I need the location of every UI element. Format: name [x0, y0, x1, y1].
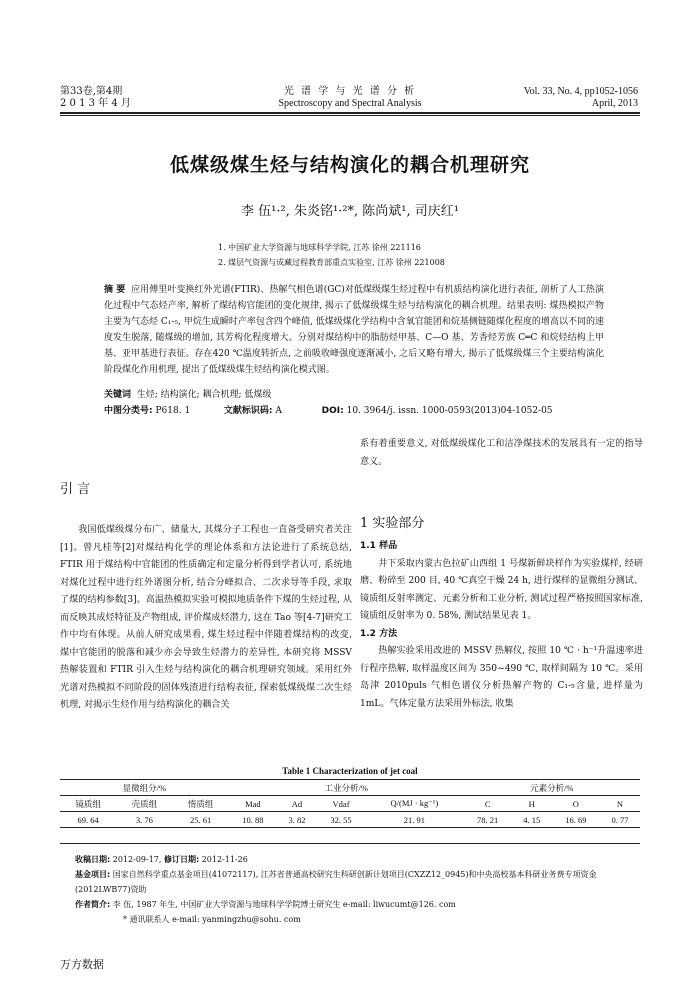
table-cell: 3. 82 [277, 812, 317, 828]
col-header: C [464, 796, 512, 812]
volume-issue-cn: 第33卷,第4期 [60, 86, 123, 97]
journal-title-en: Spectroscopy and Spectral Analysis [278, 98, 422, 109]
keywords [104, 388, 604, 403]
section-1-2-text: 热解实验采用改进的 MSSV 热解仪, 按照 10 ℃ · h⁻¹升温速率进行程序热解, 取样温度区间为 350~490 ℃, 取样间隔为 10 ℃。采用岛津 2010puls 气相色谱仪分析热解产物的 C₁-₅含量, 进样量为1mL。气体定量方法采用外标法, 收集 [360, 646, 643, 709]
col-header: H [512, 796, 552, 812]
intro-heading: 引 言 [60, 482, 91, 497]
table-cell: 69. 64 [60, 812, 116, 828]
keywords-label: 关键词 [104, 390, 132, 400]
table-column-header-row [60, 796, 640, 812]
journal-issue-en [524, 86, 638, 110]
group-header-proximate: 工业分析/% [229, 780, 464, 796]
journal-title-cn: 光 谱 学 与 光 谱 分 析 [283, 86, 417, 97]
table-cell: 25. 61 [173, 812, 229, 828]
received-dates: 收稿日期: 2012-09-17, 修订日期: 2012-11-26 [75, 855, 248, 864]
clc-label: 中图分类号: [104, 406, 153, 416]
volume-pages-en: Vol. 33, No. 4, pp1052-1056 [523, 86, 638, 97]
intro-paragraph: 我国低煤级煤分布广、储量大, 其煤分子工程也一直备受研究者关注[1]。曾凡桂等[2]对煤结构化学的理论体系和方法论进行了系统总结, FTIR 用于煤结构中官能团的性质确定和定量分析得到学者认可, 系统地对煤化过程中进行红外谱图分析, 结合分峰拟合、二次求导等手段, 求取了煤的结构参数[3]。高温热模拟实验可模拟地质条件下煤的生烃过程, 从而反映其成烃特征及产物组成, 评价煤成烃潜力, 这在 Tao 等[4-7]研究工作中均有体现。从前人研究成果看, 煤生烃过程中伴随着煤结构的改变, 煤中官能团的脱落和减少亦会导致生烃潜力的差异性, 本研究将 MSSV 热解装置和 FTIR 引入生烃与结构演化的耦合机理研究领域。采用红外光谱对热模拟不同阶段的固体残渣进行结构表征, 探索低煤级煤二次生烃机理, 对揭示生烃作用与结构演化的耦合关 [60, 525, 352, 710]
col-header: Vdaf [317, 796, 365, 812]
table-group-header-row [60, 780, 640, 796]
col-header: Ad [277, 796, 317, 812]
col-header: Mad [229, 796, 277, 812]
intro-continuation: 系有着重要意义, 对低煤级煤化工和洁净煤技术的发展具有一定的指导意义。 [360, 439, 643, 467]
table-cell: 0. 77 [600, 812, 640, 828]
col-header: 惰质组 [173, 796, 229, 812]
clc-value: P618. 1 [155, 406, 191, 416]
date-en: April, 2013 [591, 98, 638, 109]
keywords-text: 生烃; 结构演化; 耦合机理; 低煤级 [136, 390, 272, 400]
doc-code-value: A [275, 406, 282, 416]
date-cn: 2 0 1 3 年 4 月 [60, 98, 131, 109]
coal-characterization-table [60, 779, 640, 828]
table-cell: 16. 69 [552, 812, 600, 828]
table-cell: 21. 91 [365, 812, 463, 828]
paper-title: 低煤级煤生烃与结构演化的耦合机理研究 [169, 154, 530, 176]
footnote-rule [60, 843, 640, 844]
table-cell: 78. 21 [464, 812, 512, 828]
author-list: 李 伍¹·², 朱炎铭¹·²*, 陈尚斌¹, 司庆红¹ [241, 204, 459, 219]
group-header-ultimate: 元素分析/% [464, 780, 640, 796]
header-rule [60, 112, 640, 114]
section-1-heading: 1 实验部分 [360, 516, 425, 531]
doi-label: DOI: [321, 406, 344, 416]
col-header: N [600, 796, 640, 812]
section-1-1-heading: 1.1 样品 [360, 541, 398, 551]
group-header-maceral: 显微组分/% [60, 780, 229, 796]
table-cell: 32. 55 [317, 812, 365, 828]
affiliations [218, 240, 445, 270]
doi-value: 10. 3964/j. issn. 1000-0593(2013)04-1052-05 [346, 406, 553, 416]
affiliation-1: 1. 中国矿业大学资源与地球科学学院, 江苏 徐州 221116 [218, 243, 421, 252]
col-header: Q/(MJ · kg⁻¹) [365, 796, 463, 812]
abstract-label: 摘 要 [104, 285, 126, 295]
author-bio: 作者简介: 李 伍, 1987 年生, 中国矿业大学资源与地球科学学院博士研究生 e-mail: liwucumt@126. com [75, 900, 456, 909]
section-1-1-text: 井下采取内蒙古色拉矿山西组 1 号煤新鲜块样作为实验煤样, 经研磨、粉碎至 200 目, 40 ℃真空干燥 24 h, 进行煤样的显微组分测试、镜质组反射率测定、元素分析和工业分析, 测试过程严格按照国家标准, 镜质组反射率为 0. 58%, 测试结果见表 1。 [360, 558, 643, 621]
watermark-text: 万方数据 [60, 958, 104, 971]
abstract [104, 282, 604, 378]
table-row [60, 812, 640, 828]
col-header: O [552, 796, 600, 812]
funding: 基金项目: 国家自然科学重点基金项目(41072117), 江苏省普通高校研究生科研创新计划项目(CXZZ12_0945)和中央高校基本科研业务费专项资金(2012LWB77)资助 [75, 870, 597, 894]
abstract-text: 应用傅里叶变换红外光谱(FTIR)、热解气相色谱(GC)对低煤级煤生烃过程中有机质结构演化进行表征, 剖析了人工热演化过程中气态烃产率, 解析了煤结构官能团的变化规律, 揭示了低煤级煤生烃与结构演化的耦合机理。结果表明: 煤热模拟产物主要为气态烃 C₁-₅, 甲烷生成瞬时产率包含四个峰值, 低煤级煤化学结构中含氧官能团和烷基侧链随煤化程度的增高以不同的速度发生脱落, 随煤级的增加, 其芳构化程度增大。分别对煤结构中的脂肪烃甲基、C—O 基、芳香烃芳族 C═C 和烷烃结构上甲基、亚甲基进行表征。存在420 ℃温度转折点, 之前吸收峰强度逐渐减小, 之后又略有增大, 揭示了低煤级煤三个主要结构演化阶段煤化作用机理, 提出了低煤级煤生烃结构演化模式图。 [104, 285, 605, 375]
corresponding-author: * 通讯联系人 e-mail: yanmingzhu@sohu. com [123, 915, 301, 924]
section-1-2-heading: 1.2 方法 [360, 628, 398, 639]
table-cell: 4. 15 [512, 812, 552, 828]
table-caption: Table 1 Characterization of jet coal [282, 766, 418, 776]
methods-body [360, 538, 643, 713]
affiliation-2: 2. 煤层气资源与成藏过程教育部重点实验室, 江苏 徐州 221008 [218, 258, 445, 267]
col-header: 壳质组 [116, 796, 172, 812]
header-rule-thin [60, 115, 640, 116]
table-cell: 10. 88 [229, 812, 277, 828]
doc-code-label: 文献标识码: [223, 406, 273, 416]
col-header: 镜质组 [60, 796, 116, 812]
classification-line [104, 404, 553, 419]
table-cell: 3. 76 [116, 812, 172, 828]
footnotes [75, 852, 645, 927]
